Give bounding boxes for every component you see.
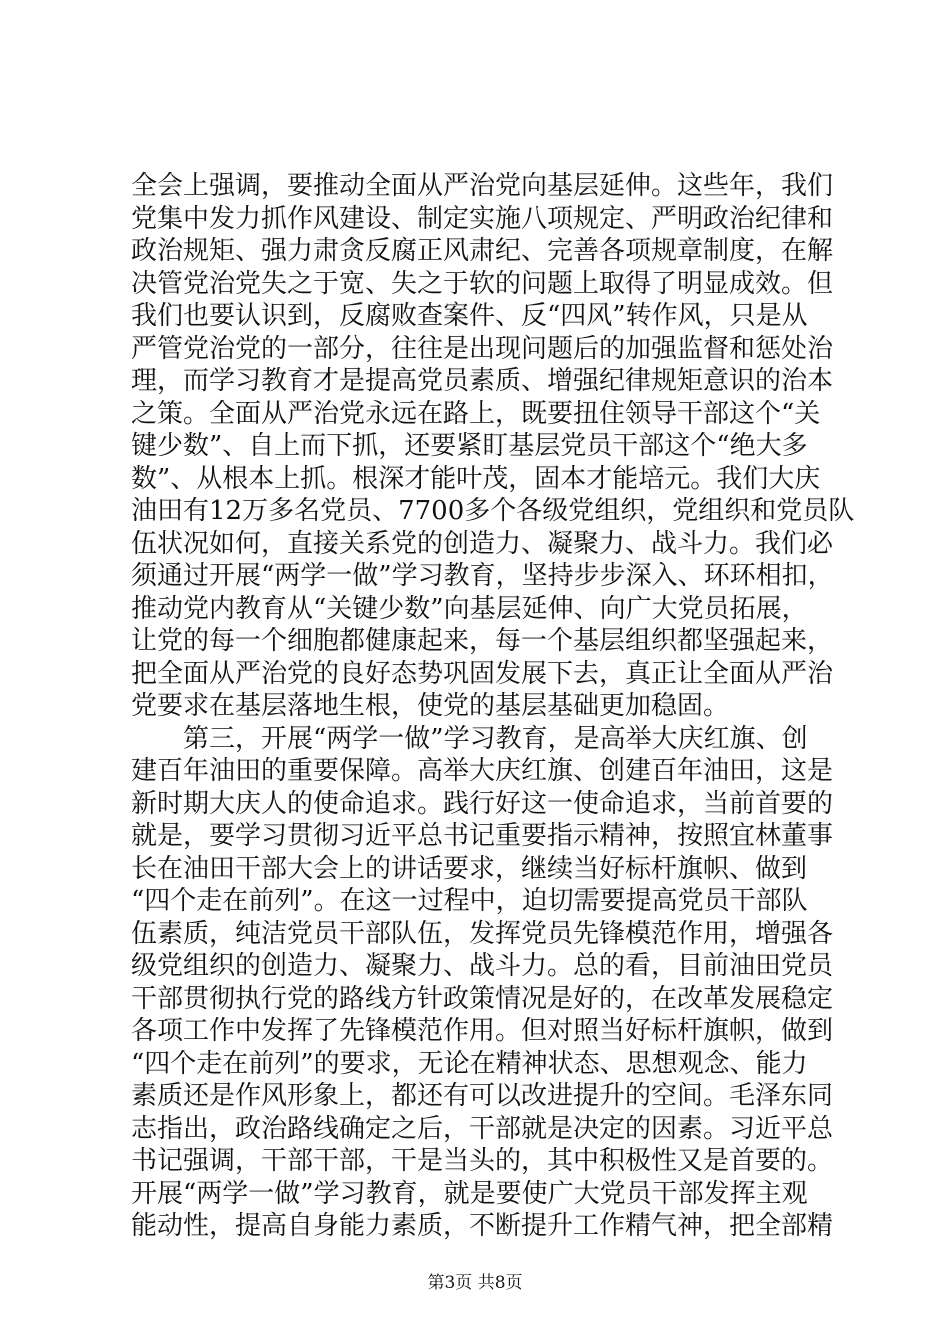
text-line: 伍状况如何，直接关系党的创造力、凝聚力、战斗力。我们必 (131, 528, 834, 559)
text-line: 须通过开展“两学一做”学习教育，坚持步步深入、环环相扣， (131, 561, 834, 591)
text-line: 政治规矩、强力肃贪反腐正风肃纪、完善各项规章制度，在解 (131, 236, 834, 266)
text-line: “四个走在前列”的要求，无论在精神状态、思想观念、能力 (131, 1048, 808, 1079)
text-line: 推动党内教育从“关键少数”向基层延伸、向广大党员拓展， (131, 593, 808, 624)
text-line: 把全面从严治党的良好态势巩固发展下去，真正让全面从严治 (131, 658, 834, 689)
page-footer: 第3页 共8页 (427, 1273, 523, 1293)
text-line: 各项工作中发挥了先锋模范作用。但对照当好标杆旗帜，做到 (131, 1016, 834, 1046)
text-line: 长在油田干部大会上的讲话要求，继续当好标杆旗帜、做到 (131, 853, 808, 884)
body-text (131, 170, 855, 1243)
text-line: 我们也要认识到，反腐败查案件、反“四风”转作风，只是从 (131, 301, 808, 331)
text-line: 建百年油田的重要保障。高举大庆红旗、创建百年油田，这是 (131, 756, 834, 786)
text-line: 全会上强调，要推动全面从严治党向基层延伸。这些年，我们 (131, 171, 834, 201)
text-line: 伍素质，纯洁党员干部队伍，发挥党员先锋模范作用，增强各 (131, 918, 834, 949)
text-line: 能动性，提高自身能力素质，不断提升工作精气神，把全部精 (131, 1211, 834, 1241)
text-line: 严管党治党的一部分，往往是出现问题后的加强监督和惩处治 (131, 333, 834, 364)
text-line: 新时期大庆人的使命追求。践行好这一使命追求，当前首要的 (131, 788, 834, 819)
text-line: 让党的每一个细胞都健康起来，每一个基层组织都坚强起来， (131, 626, 834, 656)
text-line: 党要求在基层落地生根，使党的基层基础更加稳固。 (131, 691, 730, 721)
text-line: 就是，要学习贯彻习近平总书记重要指示精神，按照宜林董事 (131, 821, 834, 851)
text-line: 干部贯彻执行党的路线方针政策情况是好的，在改革发展稳定 (131, 983, 834, 1014)
text-line: 键少数”、自上而下抓，还要紧盯基层党员干部这个“绝大多 (131, 431, 808, 461)
text-line: 油田有12万多名党员、7700多个各级党组织，党组织和党员队 (131, 496, 855, 526)
text-line: 数”、从根本上抓。根深才能叶茂，固本才能培元。我们大庆 (131, 463, 821, 494)
text-line: 书记强调，干部干部，干是当头的，其中积极性又是首要的。 (131, 1146, 834, 1176)
text-line: 开展“两学一做”学习教育，就是要使广大党员干部发挥主观 (131, 1178, 808, 1209)
text-line: 志指出，政治路线确定之后，干部就是决定的因素。习近平总 (131, 1113, 834, 1144)
text-line: 第三，开展“两学一做”学习教育，是高举大庆红旗、创 (131, 723, 808, 754)
text-line: 级党组织的创造力、凝聚力、战斗力。总的看，目前油田党员 (131, 951, 834, 981)
text-line: 素质还是作风形象上，都还有可以改进提升的空间。毛泽东同 (131, 1081, 834, 1111)
text-line: 之策。全面从严治党永远在路上，既要扭住领导干部这个“关 (131, 398, 821, 429)
text-line: 决管党治党失之于宽、失之于软的问题上取得了明显成效。但 (131, 268, 834, 299)
text-line: 理，而学习教育才是提高党员素质、增强纪律规矩意识的治本 (131, 366, 834, 396)
text-line: 党集中发力抓作风建设、制定实施八项规定、严明政治纪律和 (131, 203, 834, 234)
text-line: “四个走在前列”。在这一过程中，迫切需要提高党员干部队 (131, 886, 808, 916)
